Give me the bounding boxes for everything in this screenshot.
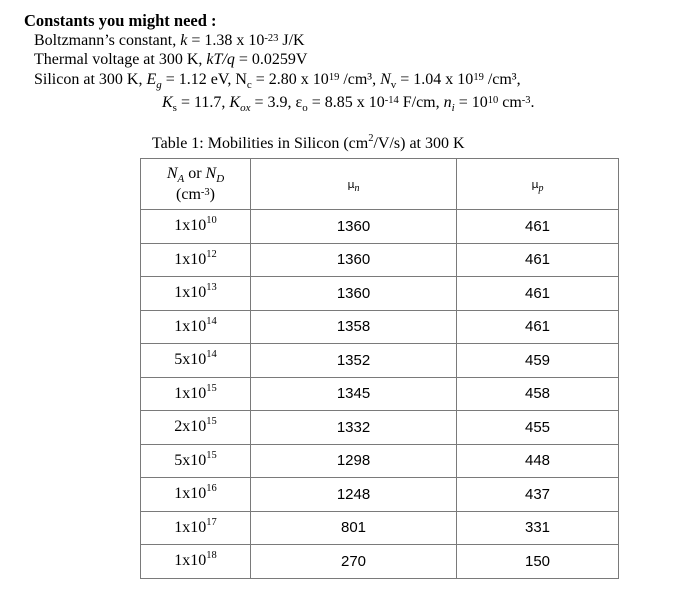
electron-mobility-cell: 1298 <box>251 444 457 478</box>
doping-cell: $1x10^{18}$ <box>141 545 251 579</box>
table-row <box>141 277 619 311</box>
table-body <box>141 210 619 579</box>
hole-mobility-cell: 459 <box>457 344 619 378</box>
table-header-row <box>141 159 619 210</box>
header-electron-mobility: μn <box>251 159 457 210</box>
table-row <box>141 210 619 244</box>
doping-cell: $2x10^{15}$ <box>141 411 251 445</box>
hole-mobility-cell: 437 <box>457 478 619 512</box>
doping-cell: $5x10^{15}$ <box>141 444 251 478</box>
electron-mobility-cell: 1332 <box>251 411 457 445</box>
table-row <box>141 444 619 478</box>
table-row <box>141 545 619 579</box>
doping-cell: $1x10^{17}$ <box>141 511 251 545</box>
doping-cell: $1x10^{12}$ <box>141 243 251 277</box>
electron-mobility-cell: 1360 <box>251 277 457 311</box>
electron-mobility-cell: 801 <box>251 511 457 545</box>
electron-mobility-cell: 1345 <box>251 377 457 411</box>
table-row <box>141 511 619 545</box>
header-doping: $N_A$ or $N_D$ $(cm^{-3})$ <box>141 159 251 210</box>
constants-heading: Constants you might need : <box>24 11 217 30</box>
table-row <box>141 243 619 277</box>
hole-mobility-cell: 331 <box>457 511 619 545</box>
hole-mobility-cell: 458 <box>457 377 619 411</box>
hole-mobility-cell: 461 <box>457 277 619 311</box>
electron-mobility-cell: 1360 <box>251 210 457 244</box>
doping-cell: $5x10^{14}$ <box>141 344 251 378</box>
electron-mobility-cell: 270 <box>251 545 457 579</box>
doping-cell: $1x10^{15}$ <box>141 377 251 411</box>
doping-cell: $1x10^{16}$ <box>141 478 251 512</box>
table-row <box>141 310 619 344</box>
electron-mobility-cell: 1358 <box>251 310 457 344</box>
constant-silicon-line2: $K_s = 11.7$, $K_{ox} = 3.9$, $\varepsilon_o = 8.85$ x $10^{-14}$ F/cm, $n_i = 10^{10}$ $cm^{-3}$. <box>162 94 535 114</box>
table-row <box>141 344 619 378</box>
electron-mobility-cell: 1248 <box>251 478 457 512</box>
hole-mobility-cell: 150 <box>457 545 619 579</box>
table-row <box>141 377 619 411</box>
hole-mobility-cell: 461 <box>457 243 619 277</box>
table-row <box>141 478 619 512</box>
constant-silicon-line1: Silicon at 300 K, $E_g = 1.12$ eV, $N_c = 2.80$ x $10^{19}$ /cm³, $N_v = 1.04$ x $10^{19}$ /cm³, <box>34 71 521 91</box>
table-row <box>141 411 619 445</box>
table-caption: Table 1: Mobilities in Silicon $(cm^2/V/s)$ at 300 K <box>152 133 465 152</box>
constant-boltzmann: Boltzmann’s constant, k = 1.38 x $10^{-23}$ J/K <box>34 32 305 49</box>
electron-mobility-cell: 1360 <box>251 243 457 277</box>
hole-mobility-cell: 448 <box>457 444 619 478</box>
hole-mobility-cell: 455 <box>457 411 619 445</box>
mobility-table <box>140 158 619 579</box>
header-hole-mobility: μp <box>457 159 619 210</box>
hole-mobility-cell: 461 <box>457 210 619 244</box>
constant-thermal-voltage: Thermal voltage at 300 K, kT/q = 0.0259V <box>34 51 308 68</box>
hole-mobility-cell: 461 <box>457 310 619 344</box>
doping-cell: $1x10^{10}$ <box>141 210 251 244</box>
electron-mobility-cell: 1352 <box>251 344 457 378</box>
doping-cell: $1x10^{14}$ <box>141 310 251 344</box>
doping-cell: $1x10^{13}$ <box>141 277 251 311</box>
